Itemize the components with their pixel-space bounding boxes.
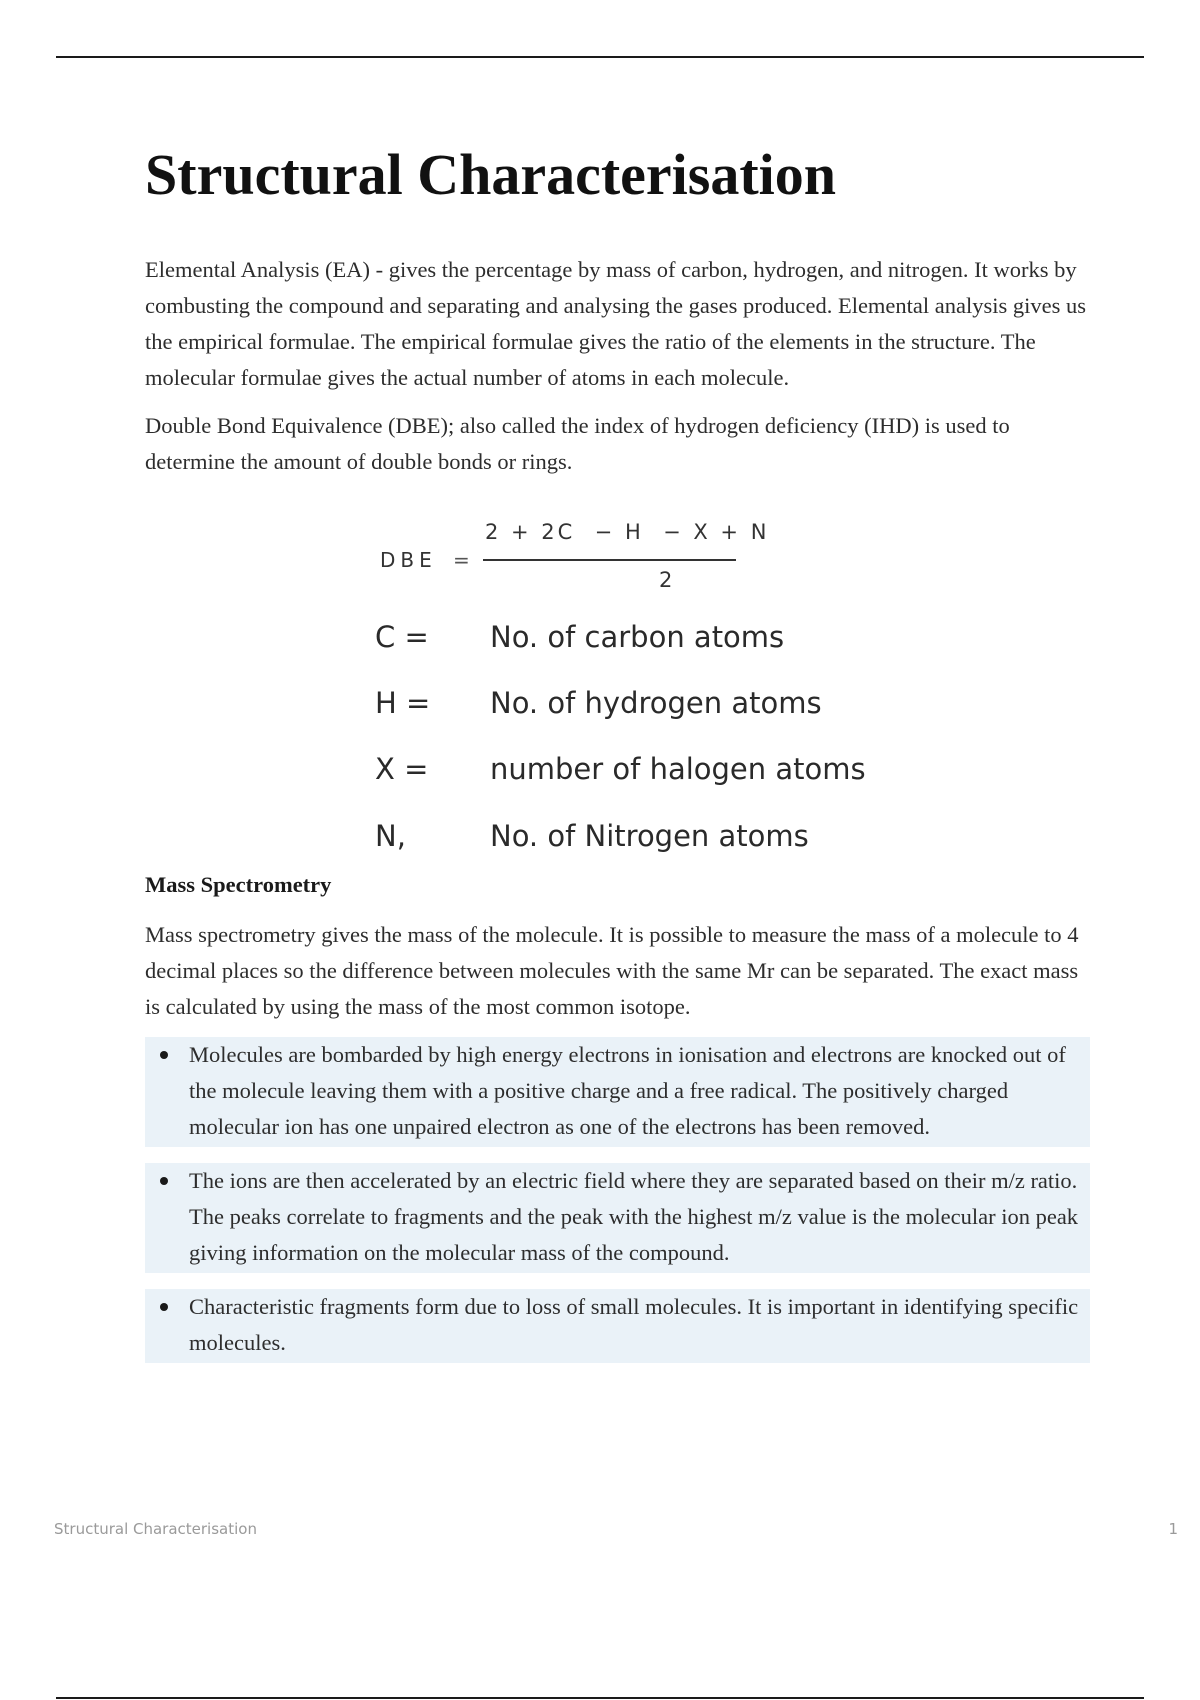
intro-paragraph-elemental-analysis: Elemental Analysis (EA) - gives the percentage by mass of carbon, hydrogen, and nitrogen. It works by combusting the compound and separating and analysing the gases produced. Elemental analysis gives us the empirical formulae. The empirical formulae gives the ratio of the elements in the structure. The molecular formulae gives the actual number of atoms in each molecule. bbox=[145, 256, 1087, 390]
bullet-dot-icon bbox=[160, 1303, 168, 1311]
bullet-dot-icon bbox=[160, 1051, 168, 1059]
definition-text: No. of carbon atoms bbox=[490, 619, 785, 654]
bullet-text: The ions are then accelerated by an electric field where they are separated based on their m/z ratio. The peaks correlate to fragments and the peak with the highest m/z value is the molecular ion peak giving information on the molecular mass of the compound. bbox=[189, 1167, 1079, 1265]
bullet-dot-icon bbox=[160, 1177, 168, 1185]
definition-variable: X = bbox=[375, 751, 429, 786]
bullet-text: Characteristic fragments form due to loss of small molecules. It is important in identifying specific molecules. bbox=[189, 1293, 1079, 1355]
formula-lhs: DBE bbox=[380, 547, 437, 572]
definition-text: No. of Nitrogen atoms bbox=[490, 818, 809, 853]
fraction-line bbox=[483, 559, 736, 561]
top-rule bbox=[56, 56, 1144, 58]
dbe-formula bbox=[145, 512, 1090, 867]
footer-page-number: 1 bbox=[1168, 1520, 1178, 1538]
footer-title: Structural Characterisation bbox=[54, 1520, 257, 1538]
formula-numerator: 2 + 2C − H − X + N bbox=[485, 519, 770, 544]
definition-text: number of halogen atoms bbox=[490, 751, 866, 786]
bullet-item bbox=[145, 1289, 1090, 1363]
mass-spec-bullet-list bbox=[145, 1037, 1090, 1363]
formula-equals: = bbox=[453, 547, 470, 572]
page-content bbox=[145, 140, 1090, 1379]
definition-text: No. of hydrogen atoms bbox=[490, 685, 822, 720]
section-heading-mass-spectrometry: Mass Spectrometry bbox=[145, 871, 332, 897]
formula-denominator: 2 bbox=[659, 567, 673, 592]
page-title: Structural Characterisation bbox=[145, 142, 837, 207]
bottom-rule bbox=[56, 1697, 1144, 1699]
definition-variable: C = bbox=[375, 619, 429, 654]
definition-variable: N, bbox=[375, 818, 406, 853]
intro-paragraph-dbe: Double Bond Equivalence (DBE); also called the index of hydrogen deficiency (IHD) is used to determine the amount of double bonds or rings. bbox=[145, 412, 1010, 474]
definition-variable: H = bbox=[375, 685, 431, 720]
mass-spec-paragraph: Mass spectrometry gives the mass of the molecule. It is possible to measure the mass of a molecule to 4 decimal places so the difference between molecules with the same Mr can be separated. The exact mass is calculated by using the mass of the most common isotope. bbox=[145, 921, 1079, 1019]
bullet-item bbox=[145, 1163, 1090, 1273]
bullet-text: Molecules are bombarded by high energy electrons in ionisation and electrons are knocked out of the molecule leaving them with a positive charge and a free radical. The positively charged molecular ion has one unpaired electron as one of the electrons has been removed. bbox=[189, 1041, 1066, 1139]
bullet-item bbox=[145, 1037, 1090, 1147]
